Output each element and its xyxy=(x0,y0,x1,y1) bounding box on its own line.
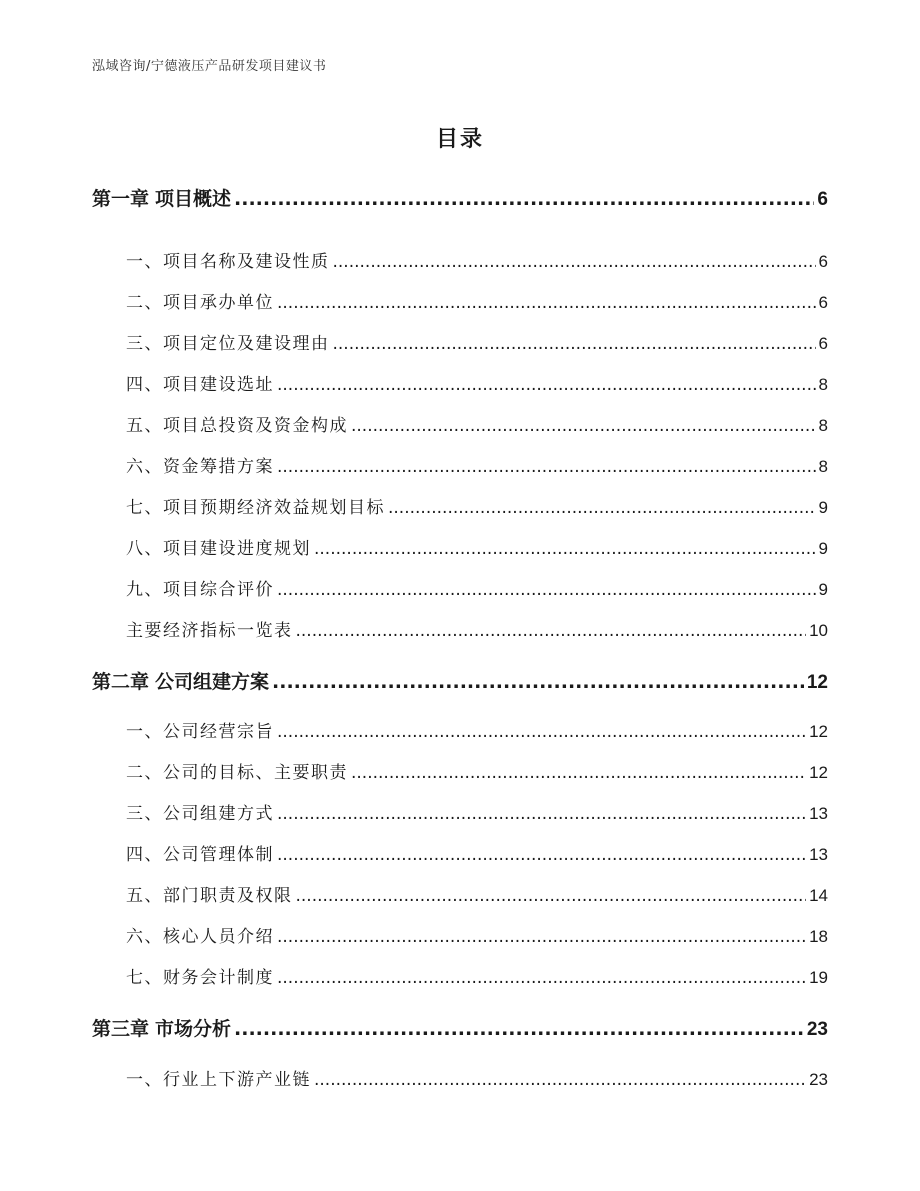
toc-entry-title: 项目建设进度规划 xyxy=(163,539,311,559)
toc-entry-number: 八、 xyxy=(126,539,163,559)
toc-entry-number: 九、 xyxy=(126,580,163,600)
toc-entry-page-number: 12 xyxy=(806,672,828,693)
toc-entry-section[interactable] xyxy=(126,575,828,600)
toc-entry-title: 项目概述 xyxy=(155,188,232,210)
toc-entry-number: 五、 xyxy=(126,886,163,906)
toc-entry-section[interactable] xyxy=(126,452,828,477)
toc-entry-section[interactable] xyxy=(126,758,828,783)
toc-entry-number: 二、 xyxy=(126,763,163,783)
toc-entry-page-number: 19 xyxy=(809,968,828,987)
toc-leader-dots xyxy=(277,927,806,947)
toc-entry-title: 项目预期经济效益规划目标 xyxy=(163,498,385,518)
toc-entry-section[interactable] xyxy=(126,799,828,824)
toc-entry-number: 三、 xyxy=(126,334,163,354)
toc-entry-page-number: 12 xyxy=(809,763,828,782)
toc-entry-page-number: 8 xyxy=(818,416,828,435)
toc-entry-page-number: 9 xyxy=(818,498,828,517)
toc-entry-page-number: 23 xyxy=(806,1019,828,1040)
toc-entry-title: 项目总投资及资金构成 xyxy=(163,416,348,436)
toc-entry-page-number: 9 xyxy=(818,580,828,599)
toc-entry-number: 三、 xyxy=(126,804,163,824)
toc-entry-page-number: 13 xyxy=(809,804,828,823)
toc-entry-number: 一、 xyxy=(126,722,163,742)
toc-entry-title: 项目综合评价 xyxy=(163,580,274,600)
toc-entry-number: 七、 xyxy=(126,498,163,518)
toc-leader-dots xyxy=(314,539,816,559)
toc-entry-page-number: 8 xyxy=(818,375,828,394)
toc-leader-dots xyxy=(277,457,816,477)
toc-leader-dots xyxy=(314,1070,806,1090)
toc-leader-dots xyxy=(333,252,816,272)
toc-entry-title: 核心人员介绍 xyxy=(163,927,274,947)
toc-entry-section[interactable] xyxy=(126,963,828,988)
toc-leader-dots xyxy=(234,188,814,210)
toc-entry-number: 七、 xyxy=(126,968,163,988)
toc-entry-page-number: 8 xyxy=(818,457,828,476)
toc-entry-number: 第三章 xyxy=(92,1018,150,1040)
toc-entry-title: 公司经营宗旨 xyxy=(163,722,274,742)
toc-entry-number: 六、 xyxy=(126,927,163,947)
toc-leader-dots xyxy=(296,621,807,641)
toc-entry-page-number: 13 xyxy=(809,845,828,864)
toc-leader-dots xyxy=(272,671,804,693)
toc-leader-dots xyxy=(388,498,816,518)
toc-entry-page-number: 6 xyxy=(818,334,828,353)
toc-leader-dots xyxy=(277,804,806,824)
toc-entry-title: 行业上下游产业链 xyxy=(163,1070,311,1090)
toc-entry-number: 一、 xyxy=(126,252,163,272)
toc-entry-title: 公司的目标、主要职责 xyxy=(163,763,348,783)
toc-entry-page-number: 9 xyxy=(818,539,828,558)
toc-entry-number: 四、 xyxy=(126,845,163,865)
toc-entry-page-number: 23 xyxy=(809,1070,828,1089)
toc-entry-number: 二、 xyxy=(126,293,163,313)
toc-entry-section[interactable] xyxy=(126,493,828,518)
toc-entry-section[interactable] xyxy=(126,370,828,395)
toc-entry-section[interactable] xyxy=(126,329,828,354)
toc-entry-number: 第一章 xyxy=(92,188,150,210)
toc-entry-section[interactable] xyxy=(126,922,828,947)
toc-entry-section[interactable] xyxy=(126,840,828,865)
toc-leader-dots xyxy=(277,375,816,395)
toc-leader-dots xyxy=(234,1018,804,1040)
toc-entry-chapter[interactable] xyxy=(92,1014,828,1041)
toc-entry-title: 公司组建方案 xyxy=(155,671,270,693)
toc-entry-title: 资金筹措方案 xyxy=(163,457,274,477)
toc-leader-dots xyxy=(351,763,806,783)
toc-entry-section[interactable] xyxy=(126,1065,828,1090)
toc-entry-number: 第二章 xyxy=(92,671,150,693)
toc-leader-dots xyxy=(351,416,816,436)
toc-entry-title: 市场分析 xyxy=(155,1018,232,1040)
toc-leader-dots xyxy=(277,968,806,988)
toc-entry-page-number: 18 xyxy=(809,927,828,946)
toc-entry-title: 项目建设选址 xyxy=(163,375,274,395)
running-header: 泓域咨询/宁德液压产品研发项目建议书 xyxy=(92,59,327,74)
toc-entry-title: 项目承办单位 xyxy=(163,293,274,313)
toc-entry-title: 公司组建方式 xyxy=(163,804,274,824)
toc-entry-number: 六、 xyxy=(126,457,163,477)
toc-entry-section[interactable] xyxy=(126,881,828,906)
toc-leader-dots xyxy=(277,293,816,313)
toc-leader-dots xyxy=(277,845,806,865)
toc-entry-section[interactable] xyxy=(126,534,828,559)
toc-entry-page-number: 6 xyxy=(818,293,828,312)
toc-entry-page-number: 6 xyxy=(817,189,828,210)
toc-entry-title: 项目定位及建设理由 xyxy=(163,334,330,354)
toc-entry-title: 主要经济指标一览表 xyxy=(126,621,293,641)
toc-entry-title: 财务会计制度 xyxy=(163,968,274,988)
toc-entry-title: 部门职责及权限 xyxy=(163,886,293,906)
toc-title: 目录 xyxy=(435,127,484,152)
toc-entry-chapter[interactable] xyxy=(92,667,828,694)
toc-entry-chapter[interactable] xyxy=(92,184,828,211)
toc-leader-dots xyxy=(277,722,806,742)
toc-entry-page-number: 12 xyxy=(809,722,828,741)
toc-entry-section[interactable] xyxy=(126,247,828,272)
toc-entry-page-number: 10 xyxy=(809,621,828,640)
toc-entry-section[interactable] xyxy=(126,411,828,436)
toc-entry-section[interactable] xyxy=(126,616,828,641)
toc-entry-title: 公司管理体制 xyxy=(163,845,274,865)
toc-entry-number: 一、 xyxy=(126,1070,163,1090)
toc-leader-dots xyxy=(277,580,816,600)
toc-entry-number: 五、 xyxy=(126,416,163,436)
toc-entry-page-number: 6 xyxy=(818,252,828,271)
toc-entry-section[interactable] xyxy=(126,717,828,742)
toc-entry-page-number: 14 xyxy=(809,886,828,905)
toc-entry-title: 项目名称及建设性质 xyxy=(163,252,330,272)
toc-leader-dots xyxy=(296,886,807,906)
toc-entry-section[interactable] xyxy=(126,288,828,313)
toc-entry-number: 四、 xyxy=(126,375,163,395)
toc-leader-dots xyxy=(333,334,816,354)
